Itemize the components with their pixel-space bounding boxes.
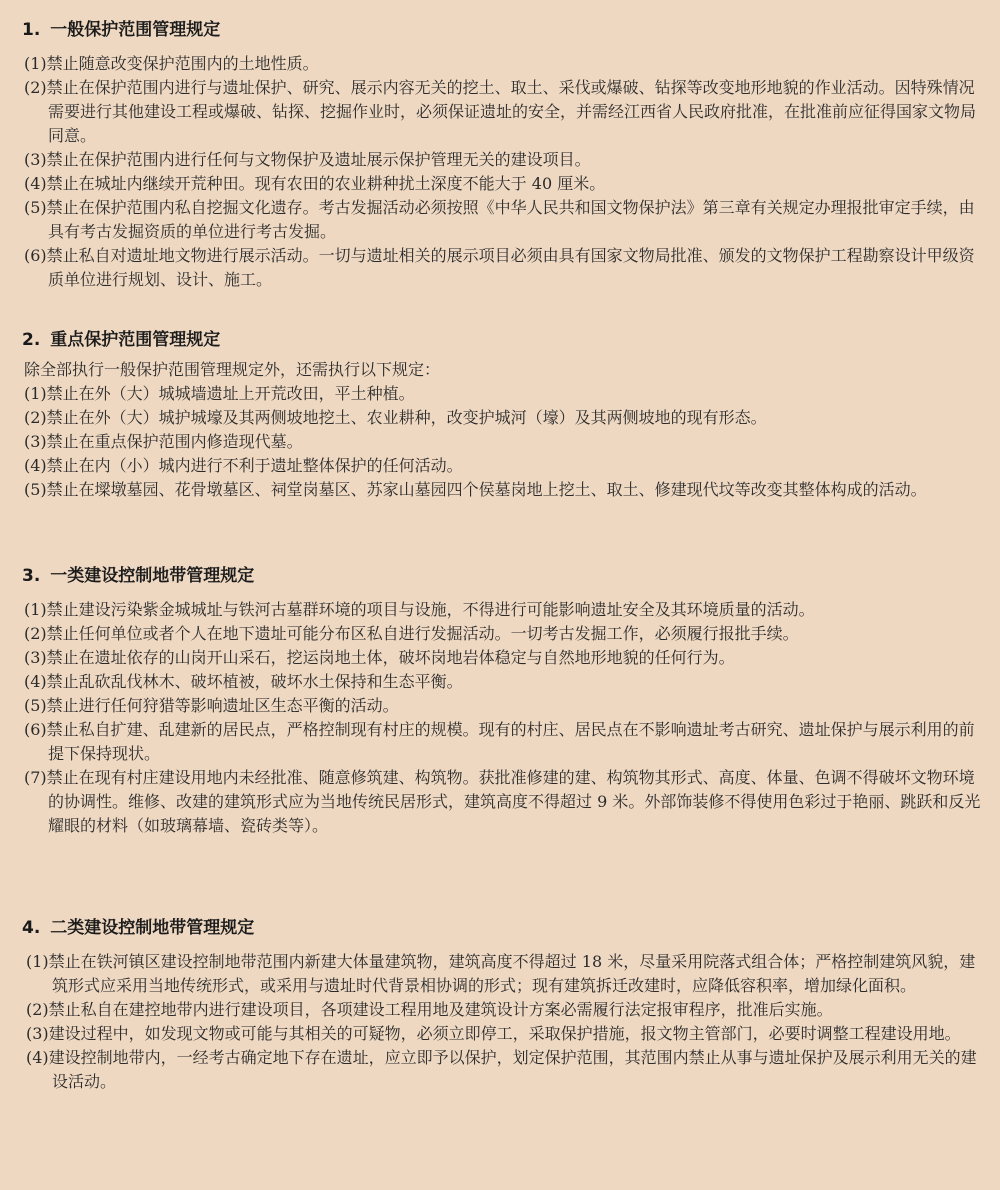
section-heading xyxy=(22,18,982,42)
section-title: 一般保护范围管理规定 xyxy=(50,20,221,40)
section-title: 重点保护范围管理规定 xyxy=(50,330,221,350)
list-item: (5)禁止在保护范围内私自挖掘文化遗存。考古发掘活动必须按照《中华人民共和国文物保护法》第三章有关规定办理报批审定手续，由具有考古发掘资质的单位进行考古发掘。 xyxy=(24,198,975,241)
section-number: 4. xyxy=(22,918,41,938)
section-heading xyxy=(22,328,982,352)
list-item: (2)禁止在保护范围内进行与遗址保护、研究、展示内容无关的挖土、取土、采伐或爆破、钻探等改变地形地貌的作业活动。因特殊情况需要进行其他建设工程或爆破、钻探、挖掘作业时，必须保证遗址的安全，并需经江西省人民政府批准，在批准前应征得国家文物局同意。 xyxy=(24,78,977,145)
list-item: (1)禁止在铁河镇区建设控制地带范围内新建大体量建筑物，建筑高度不得超过 18 米，尽量采用院落式组合体；严格控制建筑风貌，建筑形式应采用当地传统形式，或采用与遗址时代背景相协调的形式；现有建筑拆迁改建时，应降低容积率，增加绿化面积。 xyxy=(26,952,976,995)
section-heading xyxy=(22,564,982,588)
list-item: (3)禁止在遗址依存的山岗开山采石，挖运岗地土体，破坏岗地岩体稳定与自然地形地貌的任何行为。 xyxy=(24,648,735,667)
list-item: (4)禁止乱砍乱伐林木、破坏植被，破坏水土保持和生态平衡。 xyxy=(24,672,463,691)
list-item: (4)禁止在城址内继续开荒种田。现有农田的农业耕种扰土深度不能大于 40 厘米。 xyxy=(24,174,606,193)
list-item: (5)禁止在墚墩墓园、花骨墩墓区、祠堂岗墓区、苏家山墓园四个侯墓岗地上挖土、取土、修建现代坟等改变其整体构成的活动。 xyxy=(24,480,927,499)
section-class1-control-zone xyxy=(22,564,982,838)
section-general-protection xyxy=(22,18,982,292)
section-title: 二类建设控制地带管理规定 xyxy=(50,918,255,938)
section-number: 2. xyxy=(22,330,41,350)
list-item: (4)禁止在内（小）城内进行不利于遗址整体保护的任何活动。 xyxy=(24,456,463,475)
list-item: (3)建设过程中，如发现文物或可能与其相关的可疑物，必须立即停工，采取保护措施，报文物主管部门，必要时调整工程建设用地。 xyxy=(26,1024,961,1043)
list-item: (6)禁止私自对遗址地文物进行展示活动。一切与遗址相关的展示项目必须由具有国家文物局批准、颁发的文物保护工程勘察设计甲级资质单位进行规划、设计、施工。 xyxy=(24,246,975,289)
section-intro: 除全部执行一般保护范围管理规定外，还需执行以下规定： xyxy=(24,360,441,379)
list-item: (3)禁止在保护范围内进行任何与文物保护及遗址展示保护管理无关的建设项目。 xyxy=(24,150,591,169)
list-item: (2)禁止任何单位或者个人在地下遗址可能分布区私自进行发掘活动。一切考古发掘工作，必须履行报批手续。 xyxy=(24,624,799,643)
list-item: (2)禁止在外（大）城护城壕及其两侧坡地挖土、农业耕种，改变护城河（壕）及其两侧坡地的现有形态。 xyxy=(24,408,767,427)
list-item: (2)禁止私自在建控地带内进行建设项目，各项建设工程用地及建筑设计方案必需履行法定报审程序，批准后实施。 xyxy=(26,1000,833,1019)
list-item: (6)禁止私自扩建、乱建新的居民点，严格控制现有村庄的规模。现有的村庄、居民点在不影响遗址考古研究、遗址保护与展示利用的前提下保持现状。 xyxy=(24,720,975,763)
list-item: (5)禁止进行任何狩猎等影响遗址区生态平衡的活动。 xyxy=(24,696,399,715)
list-item: (7)禁止在现有村庄建设用地内未经批准、随意修筑建、构筑物。获批准修建的建、构筑物其形式、高度、体量、色调不得破坏文物环境的协调性。维修、改建的建筑形式应为当地传统民居形式，建筑高度不得超过 9 米。外部饰装修不得使用色彩过于艳丽、跳跃和反光耀眼的材料（如玻璃幕墙、瓷砖类等）。 xyxy=(24,768,981,835)
list-item: (1)禁止建设污染紫金城城址与铁河古墓群环境的项目与设施，不得进行可能影响遗址安全及其环境质量的活动。 xyxy=(24,600,815,619)
list-item: (1)禁止在外（大）城城墙遗址上开荒改田，平土种植。 xyxy=(24,384,415,403)
list-item: (4)建设控制地带内，一经考古确定地下存在遗址，应立即予以保护，划定保护范围，其范围内禁止从事与遗址保护及展示利用无关的建设活动。 xyxy=(26,1048,977,1091)
list-item: (3)禁止在重点保护范围内修造现代墓。 xyxy=(24,432,303,451)
section-key-protection xyxy=(22,328,982,502)
section-title: 一类建设控制地带管理规定 xyxy=(50,566,255,586)
section-class2-control-zone xyxy=(22,916,982,1094)
section-number: 3. xyxy=(22,566,41,586)
section-number: 1. xyxy=(22,20,41,40)
list-item: (1)禁止随意改变保护范围内的土地性质。 xyxy=(24,54,319,73)
section-heading xyxy=(22,916,982,940)
